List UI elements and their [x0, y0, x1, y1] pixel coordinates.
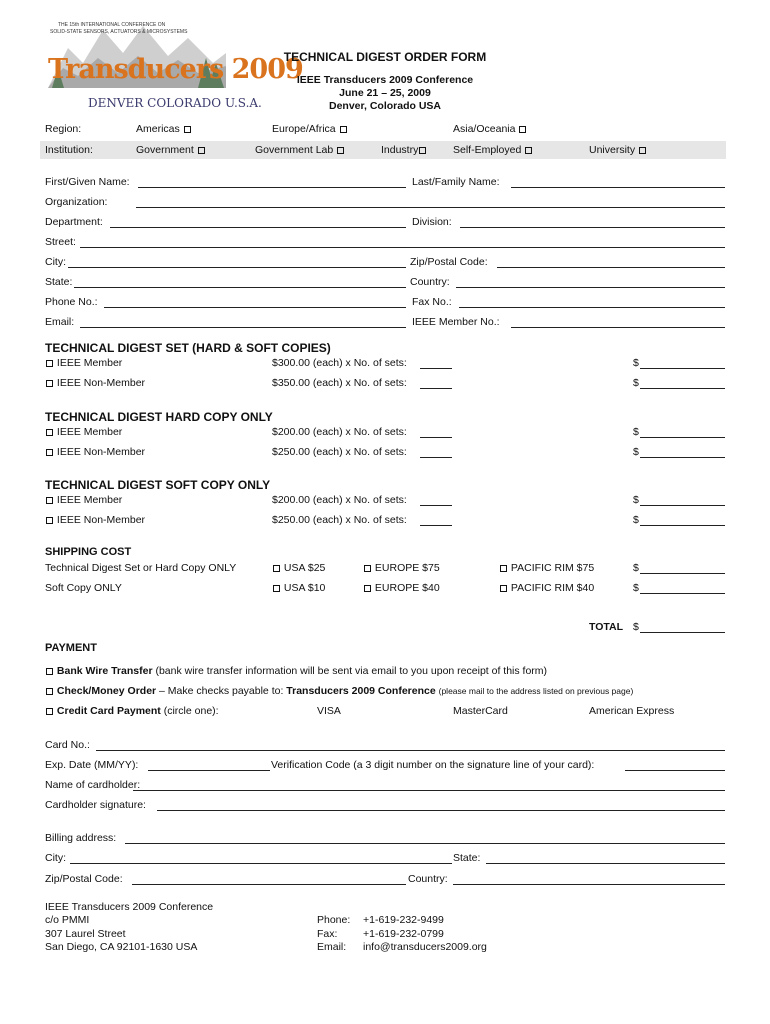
card-visa[interactable]: VISA [317, 705, 341, 717]
footer-phone: +1-619-232-9499 [363, 914, 444, 926]
division-field[interactable] [460, 227, 725, 228]
shipping-hard-amount-field[interactable] [640, 573, 725, 574]
section-title-hard: TECHNICAL DIGEST HARD COPY ONLY [45, 410, 273, 424]
soft-member-price: $200.00 (each) x No. of sets: [272, 494, 407, 506]
conference-name: IEEE Transducers 2009 Conference [296, 74, 474, 86]
checkbox[interactable] [500, 585, 507, 592]
checkbox[interactable] [364, 565, 371, 572]
last-name-field[interactable] [511, 187, 725, 188]
section-title-shipping: SHIPPING COST [45, 546, 132, 558]
city-field[interactable] [68, 267, 406, 268]
fax-label: Fax No.: [412, 296, 452, 308]
soft-member-option[interactable]: IEEE Member [45, 494, 122, 506]
zip-field[interactable] [497, 267, 725, 268]
first-name-field[interactable] [138, 187, 406, 188]
shipping-hard-usa[interactable]: USA $25 [272, 562, 325, 574]
division-label: Division: [412, 216, 452, 228]
fax-field[interactable] [459, 307, 725, 308]
cardholder-signature-field[interactable] [157, 810, 725, 811]
country-label: Country: [410, 276, 450, 288]
region-asia-oceania[interactable]: Asia/Oceania [453, 123, 527, 135]
country-field[interactable] [456, 287, 725, 288]
billing-address-field[interactable] [125, 843, 725, 844]
checkbox[interactable] [639, 147, 646, 154]
footer-address-line: 307 Laurel Street [45, 928, 126, 940]
shipping-soft-amount-field[interactable] [640, 593, 725, 594]
email-label: Email: [45, 316, 75, 328]
checkbox[interactable] [525, 147, 532, 154]
member-no-label: IEEE Member No.: [412, 316, 500, 328]
institution-government[interactable]: Government [136, 144, 206, 156]
currency-sign: $ [633, 514, 639, 526]
logo-subtitle-1: THE 15th INTERNATIONAL CONFERENCE ON [58, 22, 166, 28]
checkbox[interactable] [46, 497, 53, 504]
footer-fax: +1-619-232-0799 [363, 928, 444, 940]
phone-label: Phone No.: [45, 296, 98, 308]
currency-sign: $ [633, 621, 639, 633]
region-americas[interactable]: Americas [136, 123, 192, 135]
shipping-soft-usa[interactable]: USA $10 [272, 582, 325, 594]
street-label: Street: [45, 236, 76, 248]
zip-label: Zip/Postal Code: [410, 256, 488, 268]
state-field[interactable] [74, 287, 406, 288]
billing-state-label: State: [453, 852, 481, 864]
soft-member-amount-field[interactable] [640, 505, 725, 506]
checkbox[interactable] [46, 449, 53, 456]
soft-nonmember-amount-field[interactable] [640, 525, 725, 526]
payment-check-option[interactable]: Check/Money Order – Make checks payable to: Transducers 2009 Conference (please mail to the address listed on previous page) [45, 685, 633, 697]
shipping-soft-label: Soft Copy ONLY [45, 582, 122, 594]
department-field[interactable] [110, 227, 406, 228]
institution-university[interactable]: University [589, 144, 647, 156]
conference-logo [48, 18, 303, 116]
city-label: City: [45, 256, 66, 268]
footer-address-line: IEEE Transducers 2009 Conference [45, 901, 214, 913]
set-member-qty-field[interactable] [420, 368, 452, 369]
hard-nonmember-price: $250.00 (each) x No. of sets: [272, 446, 407, 458]
region-europe-africa[interactable]: Europe/Africa [272, 123, 348, 135]
form-title: TECHNICAL DIGEST ORDER FORM [283, 50, 487, 64]
conference-dates: June 21 – 25, 2009 [339, 87, 431, 99]
footer-address-line: San Diego, CA 92101-1630 USA [45, 941, 198, 953]
payment-card-option[interactable]: Credit Card Payment (circle one): [45, 705, 219, 717]
hard-member-amount-field[interactable] [640, 437, 725, 438]
set-member-price: $300.00 (each) x No. of sets: [272, 357, 407, 369]
email-field[interactable] [80, 327, 406, 328]
checkbox[interactable] [184, 126, 191, 133]
currency-sign: $ [633, 582, 639, 594]
card-amex[interactable]: American Express [589, 705, 675, 717]
cardholder-signature-label: Cardholder signature: [45, 799, 146, 811]
checkbox[interactable] [273, 585, 280, 592]
checkbox[interactable] [500, 565, 507, 572]
checkbox[interactable] [337, 147, 344, 154]
checkbox[interactable] [46, 688, 53, 695]
card-no-field[interactable] [96, 750, 725, 751]
set-member-option[interactable]: IEEE Member [45, 357, 122, 369]
checkbox[interactable] [46, 708, 53, 715]
checkbox[interactable] [46, 517, 53, 524]
currency-sign: $ [633, 426, 639, 438]
organization-label: Organization: [45, 196, 108, 208]
card-mastercard[interactable]: MasterCard [453, 705, 508, 717]
hard-nonmember-option[interactable]: IEEE Non-Member [45, 446, 145, 458]
footer-email-label: Email: [317, 941, 347, 953]
shipping-soft-pacific[interactable]: PACIFIC RIM $40 [499, 582, 594, 594]
checkbox[interactable] [198, 147, 205, 154]
checkbox[interactable] [46, 360, 53, 367]
exp-date-field[interactable] [148, 770, 270, 771]
section-title-payment: PAYMENT [45, 642, 97, 654]
footer-email[interactable]: info@transducers2009.org [363, 941, 487, 953]
billing-address-label: Billing address: [45, 832, 117, 844]
set-member-amount-field[interactable] [640, 368, 725, 369]
cardholder-name-field[interactable] [133, 790, 725, 791]
billing-zip-field[interactable] [132, 884, 406, 885]
checkbox[interactable] [273, 565, 280, 572]
hard-nonmember-qty-field[interactable] [420, 457, 452, 458]
phone-field[interactable] [104, 307, 406, 308]
currency-sign: $ [633, 494, 639, 506]
billing-city-field[interactable] [70, 863, 452, 864]
section-title-set: TECHNICAL DIGEST SET (HARD & SOFT COPIES) [45, 341, 331, 355]
section-title-soft: TECHNICAL DIGEST SOFT COPY ONLY [45, 478, 271, 492]
shipping-soft-europe[interactable]: EUROPE $40 [363, 582, 440, 594]
institution-label: Institution: [45, 144, 93, 156]
department-label: Department: [45, 216, 103, 228]
region-label: Region: [45, 123, 82, 135]
cardholder-name-label: Name of cardholder: [45, 779, 141, 791]
soft-nonmember-option[interactable]: IEEE Non-Member [45, 514, 145, 526]
verification-field[interactable] [625, 770, 725, 771]
institution-industry[interactable]: Industry [381, 144, 427, 156]
first-name-label: First/Given Name: [45, 176, 130, 188]
hard-nonmember-amount-field[interactable] [640, 457, 725, 458]
member-no-field[interactable] [511, 327, 725, 328]
exp-date-label: Exp. Date (MM/YY): [45, 759, 139, 771]
payment-wire-option[interactable]: Bank Wire Transfer (bank wire transfer information will be sent via email to you upon receipt of this form) [45, 665, 547, 677]
logo-subtitle-2: SOLID-STATE SENSORS, ACTUATORS & MICROSYSTEMS [50, 29, 188, 35]
logo-location: DENVER COLORADO U.S.A. [88, 96, 262, 110]
set-nonmember-qty-field[interactable] [420, 388, 452, 389]
checkbox[interactable] [364, 585, 371, 592]
state-label: State: [45, 276, 73, 288]
checkbox[interactable] [46, 429, 53, 436]
checkbox[interactable] [46, 668, 53, 675]
set-nonmember-price: $350.00 (each) x No. of sets: [272, 377, 407, 389]
set-nonmember-amount-field[interactable] [640, 388, 725, 389]
soft-nonmember-qty-field[interactable] [420, 525, 452, 526]
billing-country-label: Country: [408, 873, 448, 885]
last-name-label: Last/Family Name: [412, 176, 500, 188]
currency-sign: $ [633, 377, 639, 389]
shipping-hard-pacific[interactable]: PACIFIC RIM $75 [499, 562, 594, 574]
footer-address-line: c/o PMMI [45, 914, 90, 926]
shipping-hard-europe[interactable]: EUROPE $75 [363, 562, 440, 574]
total-label: TOTAL [589, 621, 624, 633]
billing-state-field[interactable] [486, 863, 725, 864]
hard-member-price: $200.00 (each) x No. of sets: [272, 426, 407, 438]
checkbox[interactable] [340, 126, 347, 133]
institution-government-lab[interactable]: Government Lab [255, 144, 345, 156]
footer-phone-label: Phone: [317, 914, 351, 926]
verification-label: Verification Code (a 3 digit number on the signature line of your card): [271, 759, 595, 771]
currency-sign: $ [633, 446, 639, 458]
conference-location: Denver, Colorado USA [328, 100, 442, 112]
billing-country-field[interactable] [453, 884, 725, 885]
card-no-label: Card No.: [45, 739, 90, 751]
soft-member-qty-field[interactable] [420, 505, 452, 506]
organization-field[interactable] [136, 207, 725, 208]
hard-member-option[interactable]: IEEE Member [45, 426, 122, 438]
footer-fax-label: Fax: [317, 928, 338, 940]
street-field[interactable] [80, 247, 725, 248]
shipping-hard-label: Technical Digest Set or Hard Copy ONLY [45, 562, 237, 574]
checkbox[interactable] [46, 380, 53, 387]
hard-member-qty-field[interactable] [420, 437, 452, 438]
currency-sign: $ [633, 562, 639, 574]
checkbox[interactable] [519, 126, 526, 133]
set-nonmember-option[interactable]: IEEE Non-Member [45, 377, 145, 389]
billing-city-label: City: [45, 852, 66, 864]
soft-nonmember-price: $250.00 (each) x No. of sets: [272, 514, 407, 526]
currency-sign: $ [633, 357, 639, 369]
billing-zip-label: Zip/Postal Code: [45, 873, 123, 885]
checkbox[interactable] [419, 147, 426, 154]
total-amount-field[interactable] [640, 632, 725, 633]
institution-self-employed[interactable]: Self-Employed [453, 144, 533, 156]
logo-wordmark: Transducers 2009 [48, 54, 303, 85]
